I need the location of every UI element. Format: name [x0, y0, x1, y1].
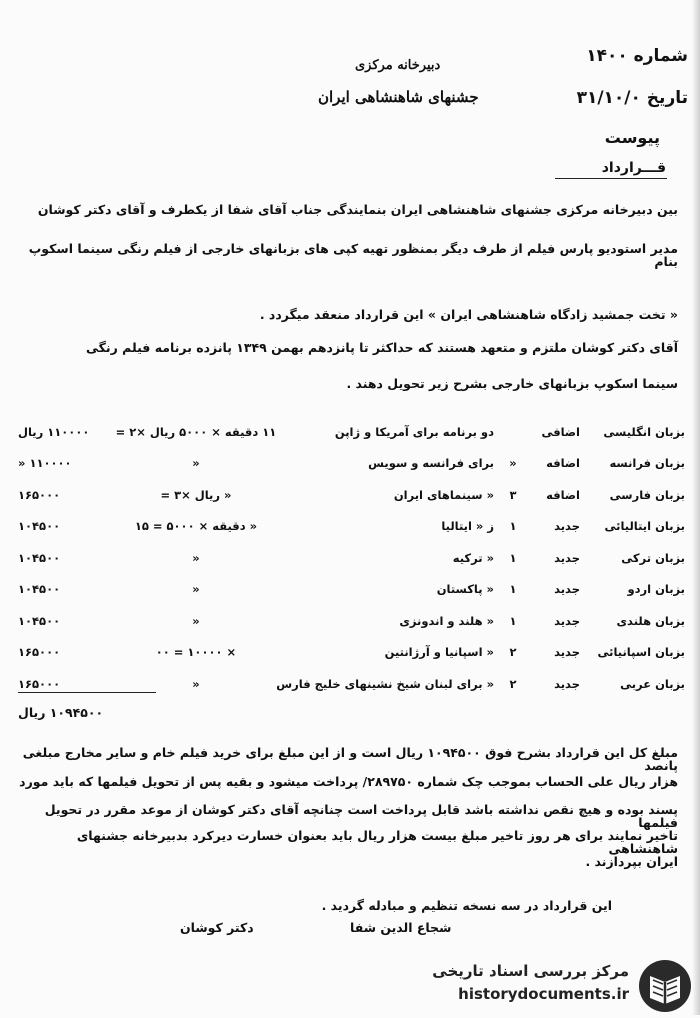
row-description: برای فرانسه و سویس: [368, 456, 494, 471]
row-status: جدید: [554, 582, 580, 597]
row-amount: ۱۶۵۰۰۰: [18, 645, 61, 660]
signature-right: شجاع الدین شفا: [350, 920, 452, 935]
row-count: ۳: [509, 487, 517, 502]
row-description: « سینماهای ایران: [393, 487, 494, 502]
row-status: جدید: [554, 645, 580, 660]
page-edge-shadow: [692, 0, 700, 1015]
row-description: ز « ایتالیا: [441, 519, 494, 534]
table-row: [18, 668, 685, 700]
language-copies-table: [18, 416, 685, 700]
title-underline: [555, 178, 667, 179]
row-count: ۲: [509, 645, 517, 660]
table-row: [18, 511, 685, 543]
row-calculation: «: [192, 582, 200, 597]
row-description: « ترکیه: [452, 550, 494, 565]
row-language: بزبان هلندی: [616, 613, 685, 628]
table-row: [18, 448, 685, 480]
table-row: [18, 605, 685, 637]
row-description: « اسپانیا و آرژانتین: [384, 645, 494, 660]
row-language: بزبان اردو: [627, 582, 685, 597]
row-count: ۱: [509, 582, 517, 597]
row-calculation: « ریال ×۳ =: [160, 487, 232, 502]
row-calculation: «: [192, 676, 200, 691]
row-amount: ۱۰۴۵۰۰: [18, 519, 61, 534]
row-description: « هلند و اندونزی: [399, 613, 494, 628]
row-language: بزبان فارسی: [609, 487, 685, 502]
table-row: [18, 542, 685, 574]
closing-line-3: پسند بوده و هیچ نقص نداشته باشد قابل پرداخت است چنانچه آقای دکتر کوشان از موعد مقرر در تحویل فیلمها: [44, 802, 678, 830]
intro-line-5: سینما اسکوپ بزبانهای خارجی بشرح زیر تحویل دهند .: [346, 376, 678, 391]
row-status: جدید: [554, 519, 580, 534]
row-amount: ۱۱۰۰۰۰ «: [18, 456, 72, 471]
row-status: جدید: [554, 613, 580, 628]
signature-left: دکتر کوشان: [180, 920, 254, 935]
total-underline: [18, 692, 156, 693]
row-description: دو برنامه برای آمریکا و ژاپن: [334, 424, 494, 439]
total-amount: ۱۰۹۴۵۰۰ ریال: [18, 705, 104, 720]
row-status: اضافی: [541, 424, 580, 439]
row-amount: ۱۶۵۰۰۰: [18, 487, 61, 502]
row-count: ۱: [509, 550, 517, 565]
row-amount: ۱۶۵۰۰۰: [18, 676, 61, 691]
document-title: قـــرارداد: [601, 160, 666, 176]
row-calculation: «: [192, 550, 200, 565]
row-status: اضافه: [546, 456, 580, 471]
row-amount: ۱۰۴۵۰۰: [18, 582, 61, 597]
table-row: [18, 574, 685, 606]
row-status: جدید: [554, 550, 580, 565]
letter-number: شماره ۱۴۰۰: [586, 46, 688, 66]
table-row: [18, 416, 685, 448]
row-calculation: «: [192, 456, 200, 471]
organization-line1: دبیرخانه مرکزی: [355, 58, 441, 73]
row-count: «: [509, 456, 517, 471]
row-language: بزبان فرانسه: [609, 456, 685, 471]
watermark-line2: historydocuments.ir: [458, 985, 629, 1003]
intro-line-3: « تخت جمشید زادگاه شاهنشاهی ایران » این قرارداد منعقد میگردد .: [259, 307, 678, 322]
row-amount: ۱۰۴۵۰۰: [18, 550, 61, 565]
row-language: بزبان اسپانیائی: [597, 645, 685, 660]
table-row: [18, 637, 685, 669]
watermark-logo: [410, 958, 693, 1010]
row-calculation: ۱۱ دقیقه × ۵۰۰۰ ریال ×۲ =: [115, 424, 277, 439]
intro-line-4: آقای دکتر کوشان ملتزم و متعهد هستند که حداکثر تا پانزدهم بهمن ۱۳۴۹ پانزده برنامه فیلم رنگی: [86, 340, 678, 355]
row-count: ۱: [509, 519, 517, 534]
watermark-line1: مرکز بررسی اسناد تاریخی: [432, 962, 629, 980]
closing-line-6: این قرارداد در سه نسخه تنظیم و مبادله گردید .: [321, 898, 612, 913]
row-calculation: «: [192, 613, 200, 628]
row-status: اضافه: [546, 487, 580, 502]
row-calculation: × ۱۰۰۰۰ = ۰۰: [155, 645, 237, 660]
letter-date: تاریخ ۳۱/۱۰/۰: [576, 88, 688, 108]
closing-line-5: ایران بپردازند .: [585, 854, 678, 869]
row-count: ۱: [509, 613, 517, 628]
row-status: جدید: [554, 676, 580, 691]
attachment-label: پیوست: [604, 128, 660, 147]
organization-line2: جشنهای شاهنشاهی ایران: [318, 88, 479, 106]
row-language: بزبان ترکی: [621, 550, 685, 565]
row-language: بزبان عربی: [620, 676, 685, 691]
archive-book-icon: [637, 958, 693, 1014]
row-count: [494, 416, 532, 448]
closing-line-2: هزار ریال علی الحساب بموجب چک شماره ۲۸۹۷۵۰/ پرداخت میشود و بقیه پس از تحویل فیلمها که باید مورد: [19, 774, 678, 789]
intro-line-1: بین دبیرخانه مرکزی جشنهای شاهنشاهی ایران بنمایندگی جناب آقای شفا از یکطرف و آقای دکتر کوشان: [37, 202, 678, 217]
row-amount: ۱۱۰۰۰۰ ریال: [18, 424, 90, 439]
row-count: ۲: [509, 676, 517, 691]
closing-line-4: تاخیر نمایند برای هر روز تاخیر مبلغ بیست هزار ریال باید بعنوان خسارت دیرکرد بدبیرخانه جشنهای شاهنشاهی: [76, 828, 678, 856]
table-row: [18, 479, 685, 511]
row-calculation: « دقیقه × ۵۰۰۰ = ۱۵: [134, 519, 258, 534]
row-description: « پاکستان: [436, 582, 494, 597]
intro-line-2: مدیر استودیو پارس فیلم از طرف دیگر بمنظور تهیه کپی های بزبانهای خارجی از فیلم رنگی سینما اسکوپ بنام: [28, 241, 678, 269]
row-amount: ۱۰۴۵۰۰: [18, 613, 61, 628]
closing-line-1: مبلغ کل این قرارداد بشرح فوق ۱۰۹۴۵۰۰ ریال است و از این مبلغ برای خرید فیلم خام و سایر مخارج مبلغی پانصد: [22, 745, 678, 773]
row-language: بزبان ایتالیائی: [604, 519, 685, 534]
row-language: بزبان انگلیسی: [603, 424, 685, 439]
row-description: « برای لبنان شیخ نشینهای خلیج فارس: [276, 676, 494, 691]
